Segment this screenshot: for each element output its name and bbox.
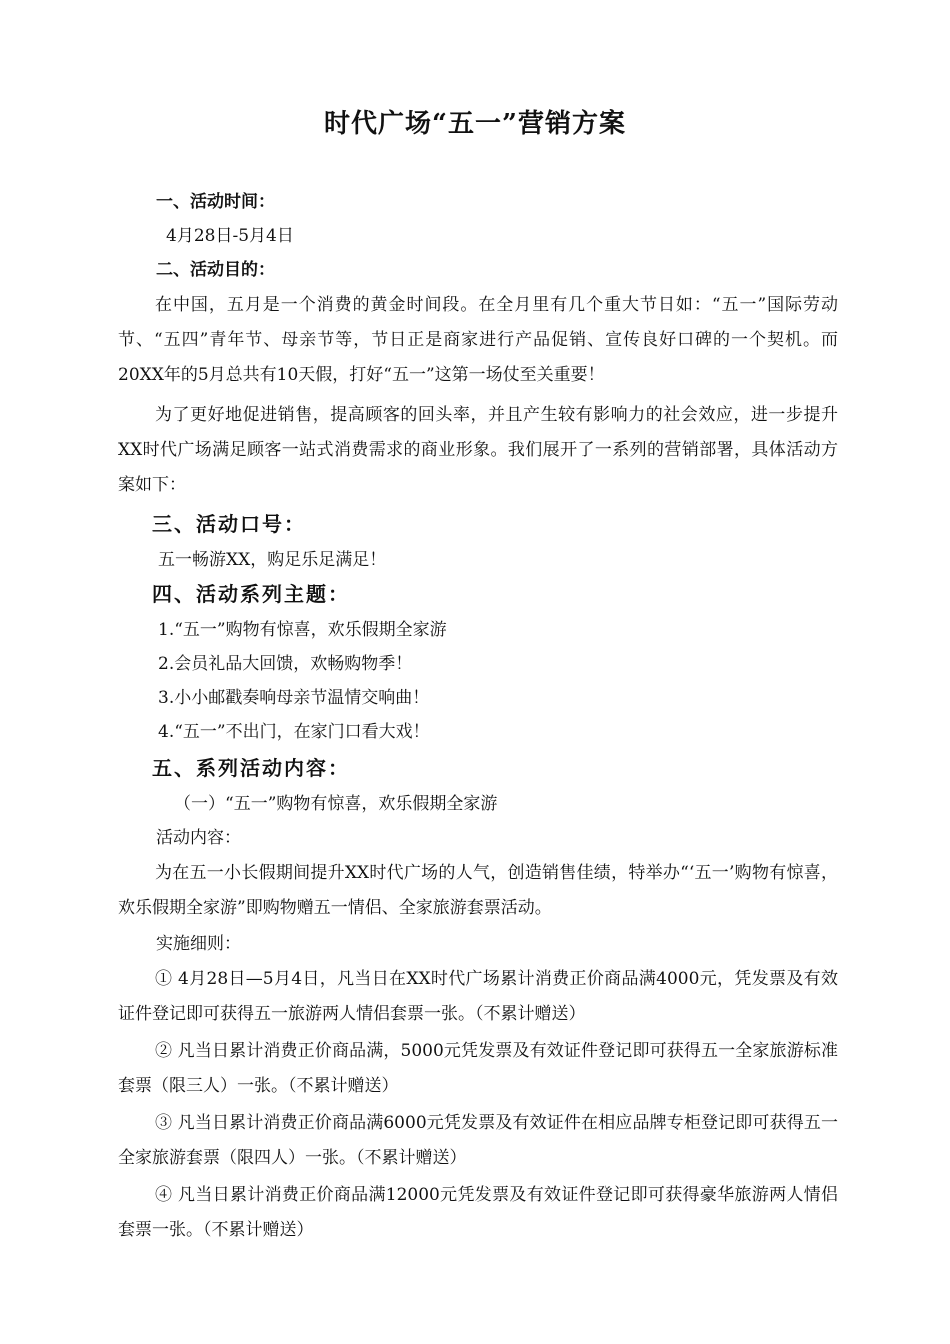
theme-item: 2.会员礼品大回馈，欢畅购物季！ — [158, 654, 413, 674]
rule-item: ② 凡当日累计消费正价商品满，5000元凭发票及有效证件登记即可获得五一全家旅游标准套票（限三人）一张。（不累计赠送） — [118, 1041, 838, 1096]
slogan-text: 五一畅游XX，购足乐足满足！ — [158, 550, 387, 570]
section-heading-slogan: 三、活动口号： — [152, 512, 306, 536]
theme-item: 3.小小邮戳奏响母亲节温情交响曲！ — [158, 688, 430, 708]
activity-content-paragraph: 为在五一小长假期间提升XX时代广场的人气，创造销售佳绩，特举办“‘五一’购物有惊喜，欢乐假期全家游”即购物赠五一情侣、全家旅游套票活动。 — [118, 863, 838, 918]
rule-item: ④ 凡当日累计消费正价商品满12000元凭发票及有效证件登记即可获得豪华旅游两人情侣套票一张。（不累计赠送） — [118, 1185, 838, 1240]
document-title: 时代广场“五一”营销方案 — [324, 109, 626, 139]
theme-item: 4.“五一”不出门，在家门口看大戏！ — [158, 722, 430, 742]
activity-content-label: 活动内容： — [156, 828, 241, 848]
rule-item: ③ 凡当日累计消费正价商品满6000元凭发票及有效证件在相应品牌专柜登记即可获得五一全家旅游套票（限四人）一张。（不累计赠送） — [118, 1113, 838, 1168]
activity-date: 4月28日-5月4日 — [166, 226, 294, 246]
section-heading-purpose: 二、活动目的： — [156, 260, 275, 280]
section-heading-content: 五、系列活动内容： — [152, 756, 350, 780]
section-heading-themes: 四、活动系列主题： — [152, 582, 350, 606]
rule-item: ① 4月28日—5月4日，凡当日在XX时代广场累计消费正价商品满4000元，凭发票及有效证件登记即可获得五一旅游两人情侣套票一张。（不累计赠送） — [118, 969, 838, 1024]
theme-item: 1.“五一”购物有惊喜，欢乐假期全家游 — [158, 620, 447, 640]
section-heading-time: 一、活动时间： — [156, 192, 275, 212]
purpose-paragraph-1: 在中国，五月是一个消费的黄金时间段。在全月里有几个重大节日如：“五一”国际劳动节、“五四”青年节、母亲节等，节日正是商家进行产品促销、宣传良好口碑的一个契机。而20XX年的5月总共有10天假，打好“五一”这第一场仗至关重要！ — [118, 295, 838, 385]
subsection-heading-1: （一）“五一”购物有惊喜，欢乐假期全家游 — [174, 794, 498, 814]
rules-label: 实施细则： — [156, 934, 241, 954]
purpose-paragraph-2: 为了更好地促进销售，提高顾客的回头率，并且产生较有影响力的社会效应，进一步提升XX时代广场满足顾客一站式消费需求的商业形象。我们展开了一系列的营销部署，具体活动方案如下： — [118, 405, 838, 495]
